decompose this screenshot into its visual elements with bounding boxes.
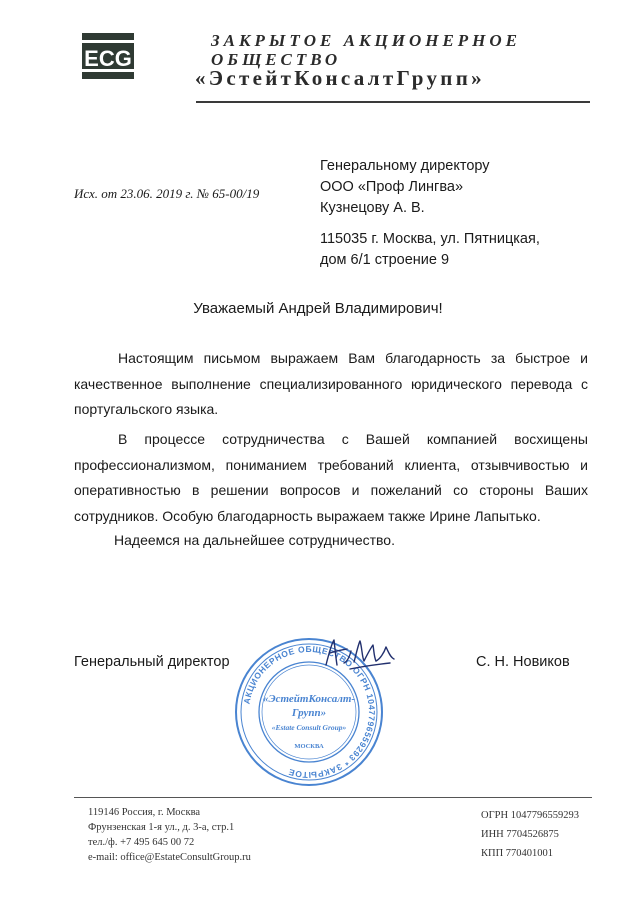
stamp-center-line2: Групп» [291,707,327,719]
stamp-center-line3: «Estate Consult Group» [271,723,347,732]
footer-inn: ИНН 7704526875 [481,829,559,840]
paragraph-line: В процессе сотрудничества с Вашей компанией восхищены [118,431,588,447]
signatory-name: С. Н. Новиков [476,654,570,670]
paragraph-line: португальского языка. [74,401,219,417]
org-name-line3: «ЭстейтКонсалтГрупп» [195,66,485,90]
addressee-line: Генеральному директору [320,158,490,174]
org-name-line2: ОБЩЕСТВО [211,50,342,69]
salutation: Уважаемый Андрей Владимирович! [193,300,443,317]
footer-ogrn: ОГРН 1047796559293 [481,810,579,821]
addressee-line: Кузнецову А. В. [320,200,425,216]
footer-phone: тел./ф. +7 495 645 00 72 [88,837,195,848]
footer-address: Фрунзенская 1-я ул., д. 3-а, стр.1 [88,822,235,833]
letterhead-rule [196,101,590,103]
paragraph-line: профессионализмом, пониманием требований клиента, отзывчивостью и [74,456,588,473]
footer-rule [74,797,592,798]
paragraph-line: Настоящим письмом выражаем Вам благодарность за быстрое и [118,350,588,366]
logo-text: ECG [84,46,132,71]
company-logo [80,30,136,82]
addressee-line: ООО «Проф Лингва» [320,179,464,195]
handwritten-signature [320,635,400,673]
body-paragraph-1 [74,346,588,423]
stamp-bottom-text: МОСКВА [294,743,324,750]
body-paragraph-3: Надеемся на дальнейшее сотрудничество. [114,532,395,548]
footer-address: 119146 Россия, г. Москва [88,807,201,818]
org-name-line1: ЗАКРЫТОЕ АКЦИОНЕРНОЕ [211,31,522,50]
addressee-address: дом 6/1 строение 9 [320,252,450,268]
addressee-address: 115035 г. Москва, ул. Пятницкая, [320,231,540,247]
footer-kpp: КПП 770401001 [481,848,554,859]
paragraph-line: сотрудников. Особую благодарность выражаем также Ирине Лапытько. [74,507,541,524]
paragraph-line: качественное выполнение специализированного юридического перевода с [74,375,588,392]
stamp-center-line1: «ЭстейтКонсалт- [262,693,356,705]
signatory-title: Генеральный директор [74,654,230,670]
stamp-ring-text: АКЦИОНЕРНОЕ ОБЩЕСТВО ОГРН 1047796559293 * ЗАКРЫТОЕ [241,643,378,781]
body-paragraph-2 [74,427,588,529]
paragraph-line: оперативностью в решении вопросов и пожеланий со стороны Ваших [74,482,588,498]
footer-email: e-mail: office@EstateConsultGroup.ru [88,852,251,863]
outgoing-reference: Исх. от 23.06. 2019 г. № 65-00/19 [74,186,260,201]
